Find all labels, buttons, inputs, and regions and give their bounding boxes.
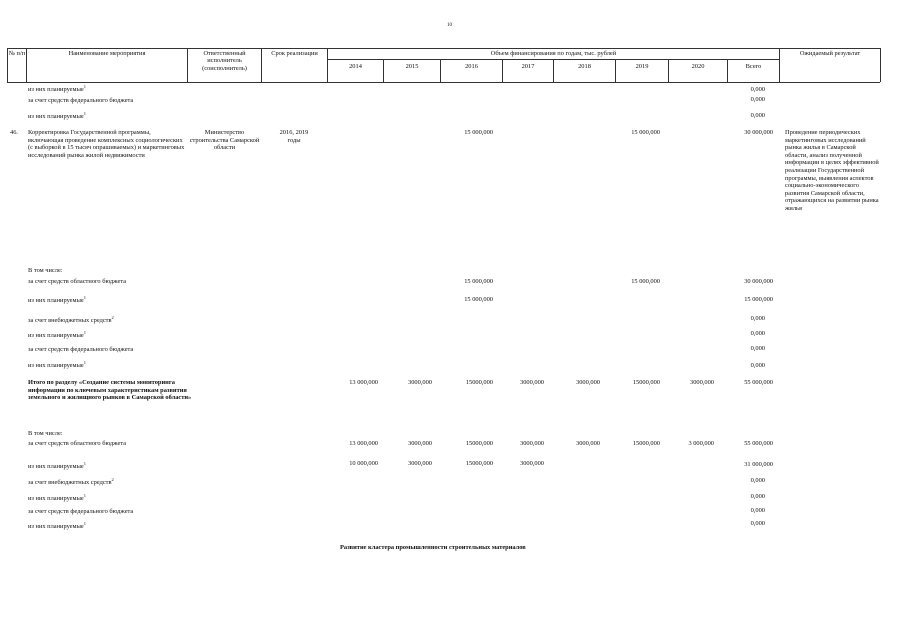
row-total: 55 000,000 — [744, 440, 773, 447]
row-total: 0,000 — [750, 362, 765, 369]
header-total: Всего — [745, 63, 762, 70]
row-label: из них планируемые$^1$ — [28, 329, 86, 339]
row-2020-value: 3 000,000 — [688, 440, 714, 447]
row-2015-value: 3000,000 — [408, 440, 432, 447]
row-2016-value: 15 000,000 — [464, 278, 493, 285]
section-total-2018: 3000,000 — [576, 379, 600, 386]
row-total: 31 000,000 — [744, 461, 773, 468]
row-total: 0,000 — [750, 507, 765, 514]
section-total-2016: 15000,000 — [465, 379, 493, 386]
row-label: за счет средств областного бюджета — [28, 278, 127, 285]
section-total-2020: 3000,000 — [690, 379, 714, 386]
row-label: за счет средств федерального бюджета — [28, 97, 134, 104]
row-2016-value: 15000,000 — [465, 440, 493, 447]
item-number: 46. — [10, 129, 18, 136]
section-total-2017: 3000,000 — [520, 379, 544, 386]
row-label: за счет внебюджетных средств$^2$ — [28, 476, 114, 486]
item-2016-value: 15 000,000 — [464, 129, 493, 136]
section-total-2015: 3000,000 — [408, 379, 432, 386]
row-label: из них планируемые$^1$ — [28, 460, 86, 470]
item-executor: Министерство строительства Самарской области — [189, 129, 260, 152]
row-total: 0,000 — [750, 315, 765, 322]
row-total: 0,000 — [750, 493, 765, 500]
section-total-2019: 15000,000 — [632, 379, 660, 386]
row-2014-value: 13 000,000 — [349, 440, 378, 447]
header-period: Срок реализации — [271, 50, 318, 57]
header-year: 2015 — [405, 63, 419, 70]
row-total: 0,000 — [750, 330, 765, 337]
header-funding: Объем финансирования по годам, тыс. рублей — [490, 50, 617, 57]
header-name: Наименование мероприятия — [68, 50, 146, 57]
header-year: 2014 — [349, 63, 362, 70]
row-2018-value: 3000,000 — [576, 440, 600, 447]
header-executor: Ответственный исполнитель (соисполнитель) — [202, 50, 247, 72]
row-total: 0,000 — [750, 520, 765, 527]
next-section-title: Развитие кластера промышленности строительных материалов — [340, 544, 526, 551]
item-total: 30 000,000 — [744, 129, 773, 136]
row-total: 0,000 — [750, 86, 765, 93]
row-label: из них планируемые$^1$ — [28, 492, 86, 502]
row-total: 15 000,000 — [744, 296, 773, 303]
header-top-border — [7, 48, 880, 49]
row-label: из них планируемые$^1$ — [28, 359, 86, 369]
item-name: Корректировка Государственной программы, включающая проведение комплексных социологических (с выборкой в 15 тысяч опрашиваемых) и маркетинговых исследований рынка жилой недвижимости — [28, 129, 185, 159]
item-period: 2016, 2019 годы — [279, 129, 309, 144]
row-2017-value: 3000,000 — [520, 440, 544, 447]
header-year: 2020 — [691, 63, 705, 70]
row-label: за счет внебюджетных средств$^2$ — [28, 314, 114, 324]
header-year: 2019 — [635, 63, 649, 70]
row-label: за счет средств областного бюджета — [28, 440, 127, 447]
row-2019-value: 15000,000 — [632, 440, 660, 447]
row-2014-value: 10 000,000 — [349, 460, 378, 467]
section-total-title: Итого по разделу «Создание системы мониторинга информации по ключевым характеристикам развития земельного и жилищного рынков в Самарской области» — [28, 379, 192, 402]
row-label: из них планируемые$^1$ — [28, 520, 86, 530]
row-2016-value: 15000,000 — [465, 460, 493, 467]
section-total-sum: 55 000,000 — [744, 379, 773, 386]
row-total: 0,000 — [750, 96, 765, 103]
row-label: за счет средств федерального бюджета — [28, 508, 134, 515]
row-label: из них планируемые$^1$ — [28, 110, 86, 120]
row-label: из них планируемые$^1$ — [28, 294, 86, 304]
row-2017-value: 3000,000 — [520, 460, 544, 467]
header-num: № п/п — [8, 50, 26, 57]
header-bottom-border — [7, 82, 880, 83]
including-label: В том числе: — [28, 267, 63, 274]
col-divider — [880, 48, 881, 82]
header-year: 2017 — [521, 63, 535, 70]
row-2015-value: 3000,000 — [408, 460, 432, 467]
row-2019-value: 15 000,000 — [631, 278, 660, 285]
item-result: Проведение периодических маркетинговых исследований рынка жилья в Самарской области, анализ полученной информации в целях эффективной реализации Государственной программы, выявления аспектов социально-экономического развития Самарской области, отражающихся на развитии рынка жилья — [785, 129, 879, 212]
header-result: Ожидаемый результат — [799, 50, 861, 57]
page-number: 10 — [447, 23, 452, 28]
row-total: 30 000,000 — [744, 278, 773, 285]
row-label: из них планируемые$^1$ — [28, 83, 86, 93]
row-2016-value: 15 000,000 — [464, 296, 493, 303]
row-total: 0,000 — [750, 477, 765, 484]
row-label: за счет средств федерального бюджета — [28, 346, 134, 353]
header-year: 2018 — [578, 63, 591, 70]
header-year: 2016 — [465, 63, 478, 70]
row-total: 0,000 — [750, 345, 765, 352]
including-label: В том числе: — [28, 430, 63, 437]
item-2019-value: 15 000,000 — [631, 129, 660, 136]
section-total-2014: 13 000,000 — [349, 379, 378, 386]
row-total: 0,000 — [750, 112, 765, 119]
